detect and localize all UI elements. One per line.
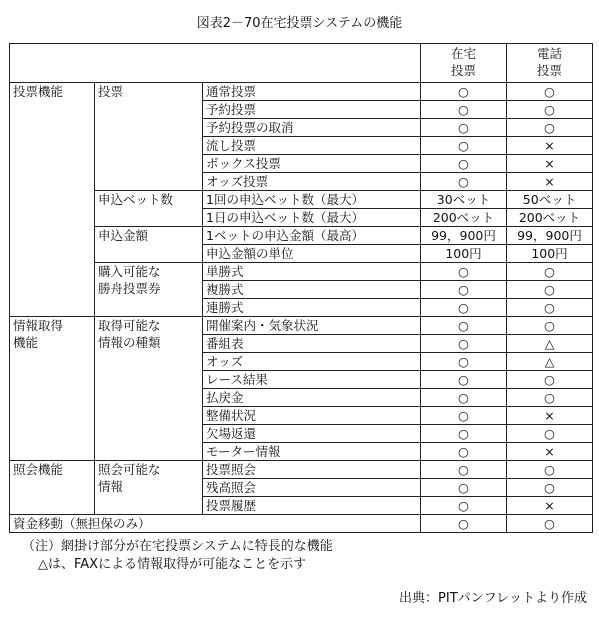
function-comparison-table (9, 43, 593, 533)
phone-voting-value: △ (507, 353, 593, 371)
header-blank (10, 44, 421, 83)
fund-transfer-row (10, 515, 593, 533)
home-voting-value: ○ (421, 173, 507, 191)
item-label: 予約投票 (203, 101, 421, 119)
subgroup-label: 照会可能な 情報 (95, 461, 203, 515)
subgroup-label: 申込金額 (95, 227, 203, 263)
phone-voting-value: ○ (507, 479, 593, 497)
item-label: ボックス投票 (203, 155, 421, 173)
home-voting-value: ○ (421, 335, 507, 353)
phone-voting-value: × (507, 155, 593, 173)
phone-voting-value: × (507, 137, 593, 155)
fund-transfer-label: 資金移動（無担保のみ） (10, 515, 421, 533)
item-label: 流し投票 (203, 137, 421, 155)
home-voting-value: ○ (421, 497, 507, 515)
home-voting-value: ○ (421, 83, 507, 101)
table-row (10, 317, 593, 335)
group-label: 投票機能 (10, 83, 95, 317)
item-label: オッズ投票 (203, 173, 421, 191)
item-label: 投票照会 (203, 461, 421, 479)
table-row (10, 191, 593, 209)
item-label: 1日の申込ベット数（最大） (203, 209, 421, 227)
phone-voting-value: ○ (507, 281, 593, 299)
figure-title: 図表2－70在宅投票システムの機能 (196, 16, 403, 31)
phone-voting-value: ○ (507, 119, 593, 137)
item-label: 投票履歴 (203, 497, 421, 515)
home-voting-value: ○ (421, 263, 507, 281)
subgroup-label: 投票 (95, 83, 203, 191)
note-shading: （注）網掛け部分が在宅投票システムに特長的な機能 (22, 539, 333, 554)
home-voting-value: ○ (421, 137, 507, 155)
phone-voting-value: 50ベット (507, 191, 593, 209)
phone-voting-value: 200ベット (507, 209, 593, 227)
item-label: 開催案内・気象状況 (203, 317, 421, 335)
home-voting-value: ○ (421, 461, 507, 479)
item-label: オッズ (203, 353, 421, 371)
table-row (10, 83, 593, 101)
phone-voting-value: ○ (507, 389, 593, 407)
note-triangle: △は、FAXによる情報取得が可能なことを示す (38, 557, 307, 572)
home-voting-value: ○ (421, 155, 507, 173)
phone-voting-value: ○ (507, 263, 593, 281)
table-row (10, 263, 593, 281)
home-voting-value: ○ (421, 425, 507, 443)
phone-voting-value: × (507, 497, 593, 515)
group-label: 情報取得 機能 (10, 317, 95, 461)
home-voting-value: ○ (421, 101, 507, 119)
home-voting-value: ○ (421, 299, 507, 317)
phone-voting-value: ○ (507, 83, 593, 101)
group-label: 照会機能 (10, 461, 95, 515)
phone-voting-value: × (507, 407, 593, 425)
phone-voting-value: ○ (507, 317, 593, 335)
header-home-voting: 在宅 投票 (421, 44, 507, 83)
item-label: 1回の申込ベット数（最大） (203, 191, 421, 209)
home-voting-value: ○ (421, 119, 507, 137)
item-label: 整備状況 (203, 407, 421, 425)
item-label: 予約投票の取消 (203, 119, 421, 137)
item-label: 単勝式 (203, 263, 421, 281)
item-label: 払戻金 (203, 389, 421, 407)
phone-voting-value: ○ (507, 461, 593, 479)
home-voting-value: ○ (421, 317, 507, 335)
home-voting-value: 30ベット (421, 191, 507, 209)
item-label: 1ベットの申込金額（最高） (203, 227, 421, 245)
phone-voting-value: × (507, 443, 593, 461)
phone-voting-value: ○ (507, 515, 593, 533)
phone-voting-value: ○ (507, 371, 593, 389)
phone-voting-value: 99，900円 (507, 227, 593, 245)
home-voting-value: ○ (421, 407, 507, 425)
item-label: 複勝式 (203, 281, 421, 299)
home-voting-value: ○ (421, 515, 507, 533)
home-voting-value: 99，900円 (421, 227, 507, 245)
home-voting-value: ○ (421, 353, 507, 371)
item-label: レース結果 (203, 371, 421, 389)
header-phone-voting: 電話 投票 (507, 44, 593, 83)
home-voting-value: 200ベット (421, 209, 507, 227)
phone-voting-value: × (507, 173, 593, 191)
subgroup-label: 申込ベット数 (95, 191, 203, 227)
item-label: 残高照会 (203, 479, 421, 497)
phone-voting-value: 100円 (507, 245, 593, 263)
header-row (10, 44, 593, 83)
source-credit: 出典：PITパンフレットより作成 (399, 591, 587, 606)
phone-voting-value: ○ (507, 425, 593, 443)
item-label: 番組表 (203, 335, 421, 353)
item-label: 連勝式 (203, 299, 421, 317)
item-label: 通常投票 (203, 83, 421, 101)
home-voting-value: ○ (421, 389, 507, 407)
home-voting-value: 100円 (421, 245, 507, 263)
home-voting-value: ○ (421, 443, 507, 461)
home-voting-value: ○ (421, 371, 507, 389)
phone-voting-value: △ (507, 335, 593, 353)
item-label: 申込金額の単位 (203, 245, 421, 263)
phone-voting-value: ○ (507, 299, 593, 317)
table-row (10, 227, 593, 245)
home-voting-value: ○ (421, 281, 507, 299)
table-row (10, 461, 593, 479)
subgroup-label: 購入可能な 勝舟投票券 (95, 263, 203, 317)
subgroup-label: 取得可能な 情報の種類 (95, 317, 203, 461)
item-label: モーター情報 (203, 443, 421, 461)
home-voting-value: ○ (421, 479, 507, 497)
item-label: 欠場返還 (203, 425, 421, 443)
phone-voting-value: ○ (507, 101, 593, 119)
